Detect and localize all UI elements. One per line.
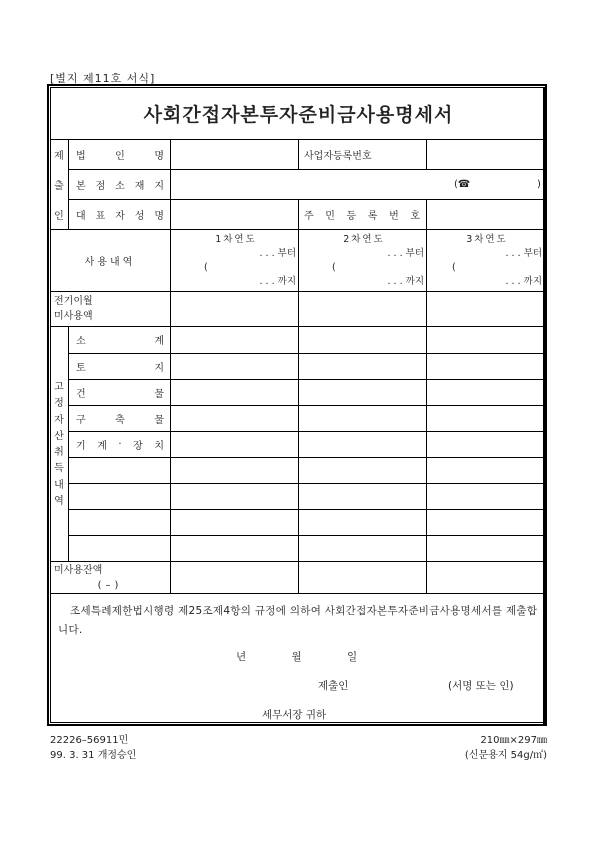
row-machinery-label: 기 계 · 장 치 (76, 438, 164, 452)
period-3-to-label: 까지 (523, 276, 542, 287)
prior-unused-line2: 미사용액 (54, 310, 93, 322)
fixed-assets-group-label: 고 정 자 산 취 득 내 역 (54, 382, 64, 507)
period-2-to-label: 까지 (405, 276, 424, 287)
usage-label: 사용내역 (84, 256, 136, 268)
rule (68, 326, 69, 561)
period-1-open-paren: ( (204, 262, 208, 273)
period-1-to-mark: . . . (259, 276, 275, 287)
unused-balance-line2: (–) (97, 579, 123, 591)
frame-shadow (543, 88, 547, 724)
form-number-label: [별지 제11호 서식] (50, 72, 156, 85)
period-1-from-label: 부터 (277, 248, 296, 259)
date-day: 일 (347, 651, 358, 663)
date-month: 월 (291, 651, 302, 663)
rule (426, 229, 427, 593)
period-2-from-mark: . . . (387, 248, 403, 259)
period-3-to-mark: . . . (505, 276, 521, 287)
resident-no-label: 주 민 등 록 번 호 (304, 210, 420, 222)
period-1-from-mark: . . . (259, 248, 275, 259)
period-3 (432, 233, 542, 289)
form-title: 사회간접자본투자준비금사용명세서 (143, 104, 454, 126)
period-3-open-paren: ( (452, 262, 456, 273)
form-code: 22226–56911민 (50, 735, 129, 746)
period-1-header: 1차연도 (215, 234, 257, 245)
biz-reg-label: 사업자등록번호 (304, 150, 372, 162)
signer-label: 제출인 (318, 680, 349, 692)
corp-name-label: 법 인 명 (76, 150, 164, 162)
period-1-to-label: 까지 (277, 276, 296, 287)
approval-date: 99. 3. 31 개정승인 (50, 750, 137, 761)
filer-char-2: 출 (54, 180, 64, 192)
filer-char-1: 제 (54, 150, 64, 162)
hq-address-label: 본 점 소 재 지 (76, 180, 164, 192)
row-land-label: 토 지 (76, 362, 164, 374)
prior-unused-line1: 전기이월 (54, 295, 93, 307)
hq-address-field[interactable] (171, 170, 543, 199)
rule (50, 291, 544, 292)
period-3-header: 3차연도 (466, 234, 508, 245)
rule (50, 593, 544, 594)
period-3-from-label: 부터 (523, 248, 542, 259)
period-2-to-mark: . . . (387, 276, 403, 287)
date-line (236, 649, 357, 664)
period-1 (176, 233, 296, 289)
biz-reg-field[interactable] (427, 140, 543, 169)
period-2 (304, 233, 424, 289)
period-2-open-paren: ( (332, 262, 336, 273)
row-building-label: 건 물 (76, 388, 164, 400)
row-subtotal-label: 소 계 (76, 336, 164, 347)
period-2-header: 2차연도 (343, 234, 385, 245)
paper-weight: (신문용지 54g/㎡) (464, 750, 547, 761)
rule (68, 535, 544, 536)
filer-char-3: 인 (54, 210, 64, 222)
unused-balance-line1: 미사용잔액 (54, 564, 103, 576)
prior-unused-label (54, 293, 166, 324)
corp-name-field[interactable] (171, 140, 298, 169)
row-structure-label: 구 축 물 (76, 414, 164, 426)
phone-label: (☎ (454, 179, 471, 190)
paper-size: 210㎜×297㎜ (480, 735, 547, 746)
rule (298, 139, 299, 169)
date-year: 년 (236, 651, 247, 663)
resident-no-field[interactable] (427, 200, 543, 229)
rule (68, 483, 544, 484)
period-3-from-mark: . . . (505, 248, 521, 259)
addressee: 세무서장 귀하 (262, 709, 327, 721)
rule (68, 509, 544, 510)
rule (68, 457, 544, 458)
rule (298, 229, 299, 593)
rep-name-field[interactable] (171, 200, 298, 229)
filer-group-label (50, 139, 68, 229)
declaration-statement: 조세특례제한법시행령 제25조제4항의 규정에 의하여 사회간접자본투자준비금사용명세서를 제출합니다. (58, 605, 538, 636)
unused-balance-label (54, 562, 166, 593)
signature-mark[interactable]: (서명 또는 인) (448, 680, 514, 692)
phone-close: ) (537, 179, 541, 190)
period-2-from-label: 부터 (405, 248, 424, 259)
rule (68, 139, 69, 229)
rule (298, 199, 299, 229)
rep-name-label: 대 표 자 성 명 (76, 210, 164, 222)
